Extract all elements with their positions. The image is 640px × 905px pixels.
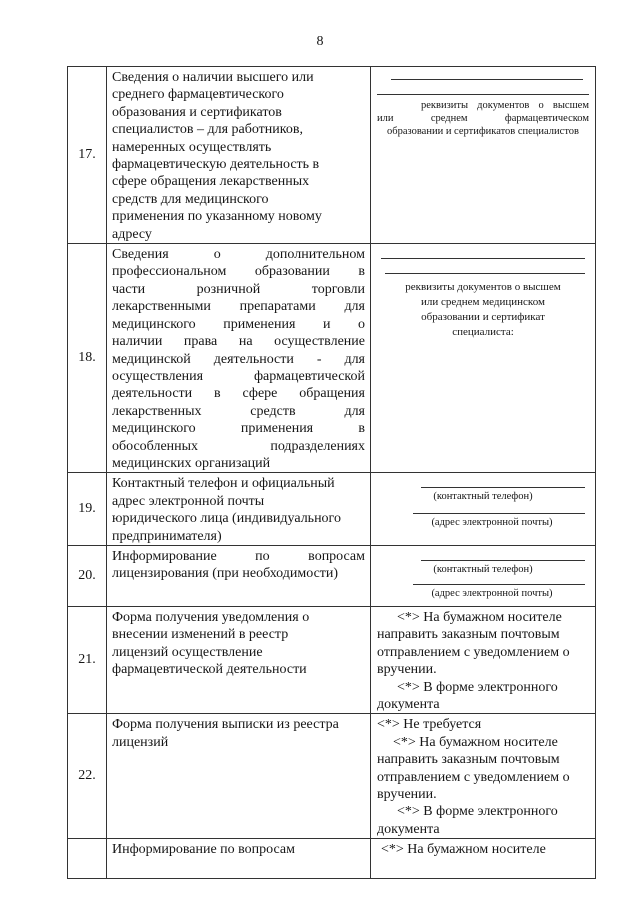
- row-number: 22.: [68, 714, 107, 839]
- row-description: [107, 67, 371, 244]
- option-text: <*> В форме электронного: [397, 804, 558, 820]
- field-caption: (контактный телефон): [433, 491, 533, 503]
- table-row: [68, 714, 596, 839]
- table-row: [68, 839, 596, 879]
- fill-in-line: [413, 584, 585, 585]
- fill-in-line: [381, 258, 585, 259]
- description-line: внесении изменений в реестр: [112, 627, 289, 643]
- row-description: [107, 473, 371, 546]
- description-line: фармацевтическую деятельность в: [112, 157, 320, 173]
- description-line: Контактный телефон и официальный: [112, 476, 335, 492]
- row-number: 19.: [68, 473, 107, 546]
- description-line: намеренных осуществлять: [112, 139, 272, 155]
- description-line: Информирование по вопросам: [112, 842, 295, 858]
- description-line: юридического лица (индивидуального: [112, 511, 341, 527]
- description-line: сфере обращения лекарственных: [112, 174, 310, 190]
- description-line: средств для медицинского: [112, 191, 269, 207]
- fill-in-line: [421, 487, 585, 488]
- description-line: лекарственных средств для: [112, 403, 365, 419]
- application-form-table: [67, 66, 596, 879]
- description-line: профессиональном образовании в: [112, 264, 365, 280]
- field-caption: (адрес электронной почты): [431, 517, 553, 529]
- row-value: [371, 714, 596, 839]
- row-number: 17.: [68, 67, 107, 244]
- row-value: [371, 839, 596, 879]
- description-line: специалистов – для работников,: [112, 122, 303, 138]
- description-line: медицинских организаций: [112, 455, 271, 471]
- field-caption: (контактный телефон): [433, 563, 533, 575]
- description-line: осуществления фармацевтической: [112, 368, 365, 384]
- description-line: лекарственными препаратами для: [112, 299, 365, 315]
- option-text: вручении.: [377, 662, 437, 678]
- description-line: наличии права на осуществление: [112, 334, 365, 350]
- description-line: адрес электронной почты: [112, 493, 265, 509]
- option-text: <*> В форме электронного: [397, 679, 558, 695]
- description-line: применения по указанному новому: [112, 209, 322, 225]
- description-line: адресу: [112, 226, 152, 242]
- field-caption: реквизиты документов о высшем: [405, 281, 561, 294]
- option-text: документа: [377, 697, 440, 712]
- field-caption: или среднем фармацевтическом: [377, 113, 589, 124]
- field-caption: (адрес электронной почты): [431, 587, 553, 599]
- page-number: 8: [316, 34, 324, 49]
- fill-in-line: [421, 560, 585, 561]
- field-caption: образовании и сертификат: [421, 311, 545, 324]
- fill-in-line: [385, 273, 585, 274]
- fill-in-line: [391, 79, 583, 80]
- description-line: медицинской деятельности - для: [112, 351, 365, 367]
- description-line: среднего фармацевтического: [112, 87, 284, 103]
- description-line: медицинского применения в: [112, 421, 365, 437]
- description-line: Форма получения уведомления о: [112, 609, 310, 625]
- field-caption: специалиста:: [452, 326, 514, 339]
- row-number: 18.: [68, 244, 107, 473]
- option-text: <*> Не требуется: [377, 717, 482, 733]
- description-line: части розничной торговли: [112, 281, 365, 297]
- row-description: [107, 839, 371, 879]
- field-caption: образовании и сертификатов специалистов: [387, 126, 579, 137]
- table-row: [68, 244, 596, 473]
- row-description: [107, 244, 371, 473]
- row-number: [68, 839, 107, 879]
- row-value: [371, 473, 596, 546]
- description-line: Форма получения выписки из реестра: [112, 717, 339, 733]
- row-value: [371, 606, 596, 713]
- description-line: Информирование по вопросам: [112, 548, 365, 564]
- option-text: направить заказным почтовым: [377, 752, 560, 768]
- row-number: 20.: [68, 545, 107, 606]
- table-row: [68, 545, 596, 606]
- option-text: <*> На бумажном носителе: [397, 609, 562, 625]
- option-text: направить заказным почтовым: [377, 627, 560, 643]
- option-text: <*> На бумажном носителе: [393, 734, 558, 750]
- field-caption: реквизиты документов о высшем: [421, 100, 589, 111]
- row-description: [107, 545, 371, 606]
- row-value: [371, 545, 596, 606]
- option-text: <*> На бумажном носителе: [381, 842, 546, 858]
- row-number: 21.: [68, 606, 107, 713]
- option-text: отправлением с уведомлением о: [377, 769, 570, 785]
- field-caption: или среднем медицинском: [421, 296, 545, 309]
- description-line: фармацевтической деятельности: [112, 662, 307, 678]
- row-value: [371, 244, 596, 473]
- description-line: образования и сертификатов: [112, 104, 282, 120]
- description-line: медицинского применения и о: [112, 316, 365, 332]
- description-line: предпринимателя): [112, 528, 222, 544]
- row-value: [371, 67, 596, 244]
- row-description: [107, 606, 371, 713]
- row-description: [107, 714, 371, 839]
- table-row: [68, 473, 596, 546]
- table-row: [68, 606, 596, 713]
- option-text: документа: [377, 821, 440, 837]
- fill-in-line: [413, 513, 585, 514]
- description-line: лицензирования (при необходимости): [112, 566, 339, 582]
- description-line: обособленных подразделениях: [112, 438, 365, 454]
- option-text: вручении.: [377, 787, 437, 803]
- description-line: лицензий: [112, 734, 169, 750]
- description-line: лицензий осуществление: [112, 644, 263, 660]
- description-line: Сведения о дополнительном: [112, 247, 365, 263]
- table-row: [68, 67, 596, 244]
- description-line: деятельности в сфере обращения: [112, 386, 365, 402]
- fill-in-line: [377, 94, 589, 95]
- option-text: отправлением с уведомлением о: [377, 644, 570, 660]
- description-line: Сведения о наличии высшего или: [112, 70, 314, 85]
